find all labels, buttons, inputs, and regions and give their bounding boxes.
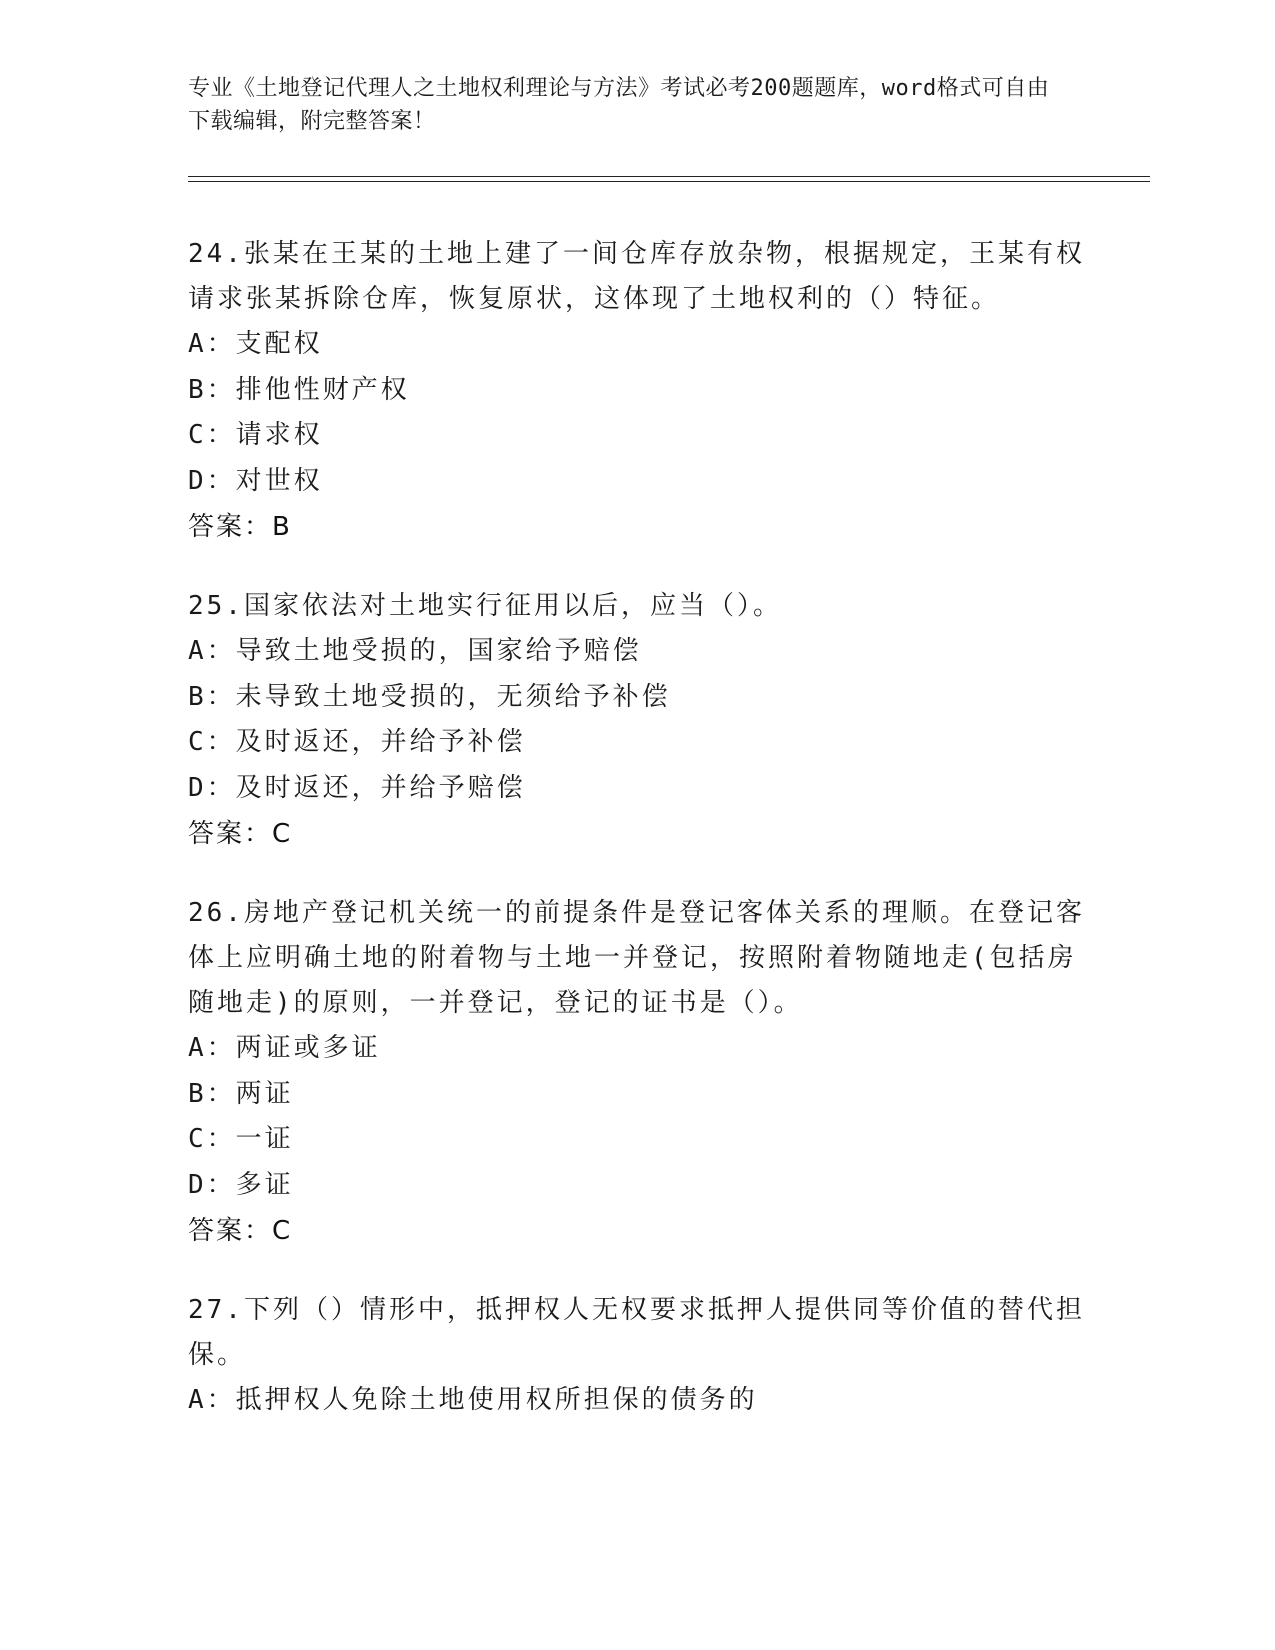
question-24 bbox=[188, 232, 1088, 550]
document-header bbox=[188, 72, 1068, 138]
option-d: D：多证 bbox=[188, 1169, 294, 1200]
option-d: D：及时返还，并给予赔偿 bbox=[188, 772, 526, 803]
question-text: 24.张某在王某的土地上建了一间仓库存放杂物，根据规定，王某有权请求张某拆除仓库，恢复原状，这体现了土地权利的（）特征。 bbox=[188, 239, 1085, 314]
answer: 答案：B bbox=[188, 512, 292, 542]
option-c: C：一证 bbox=[188, 1124, 294, 1154]
header-divider-bottom bbox=[188, 181, 1150, 182]
option-b: B：未导致土地受损的，无须给予补偿 bbox=[188, 681, 671, 712]
option-a: A：导致土地受损的，国家给予赔偿 bbox=[188, 636, 642, 666]
question-text: 27.下列（）情形中，抵押权人无权要求抵押人提供同等价值的替代担保。 bbox=[188, 1295, 1085, 1370]
question-text: 26.房地产登记机关统一的前提条件是登记客体关系的理顺。在登记客体上应明确土地的附着物与土地一并登记，按照附着物随地走(包括房随地走)的原则，一并登记，登记的证书是（）。 bbox=[188, 898, 1085, 1018]
option-a: A：抵押权人免除土地使用权所担保的债务的 bbox=[188, 1385, 758, 1415]
answer: 答案：C bbox=[188, 819, 293, 849]
option-b: B：排他性财产权 bbox=[188, 374, 410, 405]
option-a: A：两证或多证 bbox=[188, 1033, 381, 1063]
header-divider-top bbox=[188, 176, 1150, 177]
option-c: C：及时返还，并给予补偿 bbox=[188, 727, 526, 757]
question-list bbox=[188, 232, 1088, 1458]
option-a: A：支配权 bbox=[188, 329, 323, 359]
question-27 bbox=[188, 1288, 1088, 1424]
option-b: B：两证 bbox=[188, 1078, 294, 1109]
option-c: C：请求权 bbox=[188, 420, 323, 450]
option-d: D：对世权 bbox=[188, 465, 323, 496]
header-text: 专业《土地登记代理人之土地权利理论与方法》考试必考200题题库，word格式可自由下载编辑，附完整答案！ bbox=[188, 76, 1050, 134]
question-26 bbox=[188, 891, 1088, 1254]
answer: 答案：C bbox=[188, 1216, 293, 1246]
question-25 bbox=[188, 584, 1088, 857]
question-text: 25.国家依法对土地实行征用以后，应当（）。 bbox=[188, 591, 782, 621]
